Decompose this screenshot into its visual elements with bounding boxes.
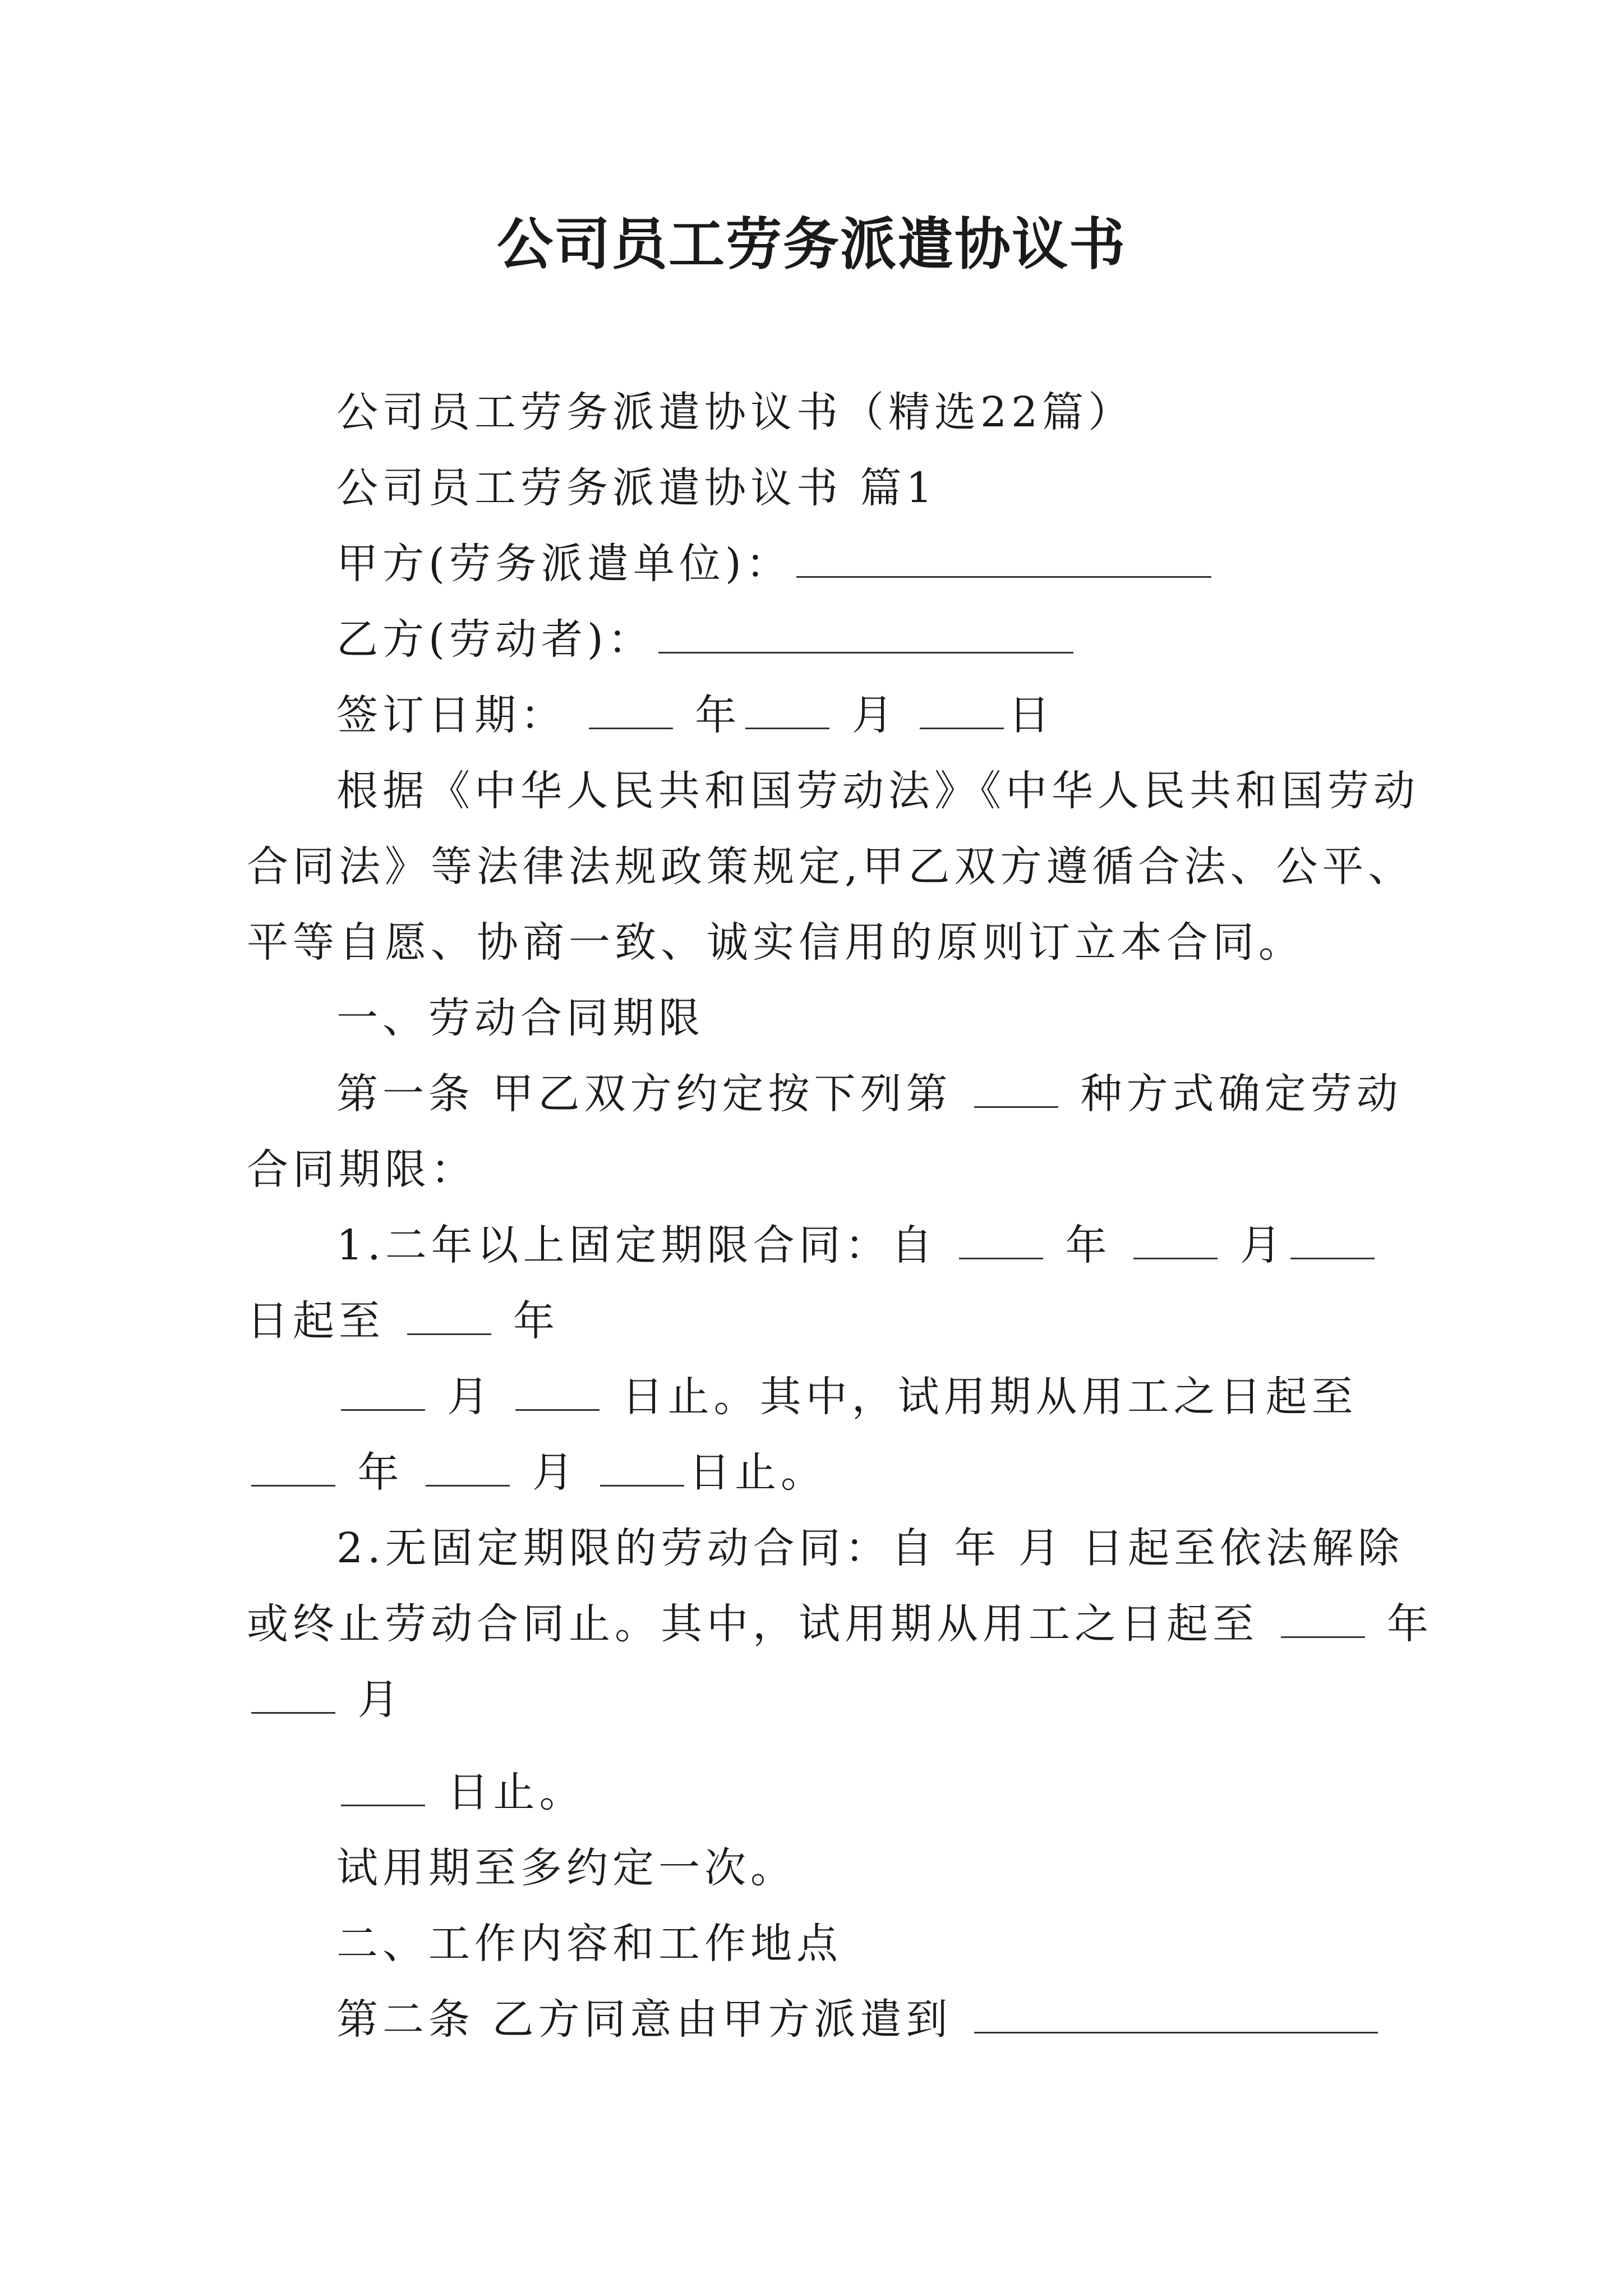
month-label: 月 <box>851 691 898 739</box>
year-label: 年 <box>1065 1221 1112 1269</box>
signing-date-label: 签订日期： <box>336 691 566 739</box>
month-blank <box>251 1677 335 1714</box>
day-blank <box>1290 1223 1375 1259</box>
paragraph-line: 根据《中华人民共和国劳动法》《中华人民共和国劳动 <box>336 767 1419 815</box>
month-label: 月 <box>357 1676 404 1724</box>
signing-date-line <box>336 687 1385 743</box>
clause-line <box>336 1369 1385 1425</box>
clause-line: 2.无固定期限的劳动合同：自 年 月 日起至依法解除 <box>336 1524 1404 1572</box>
clause-text: 日起至 <box>247 1297 385 1345</box>
year-label: 年 <box>513 1297 560 1345</box>
party-a-line <box>336 536 1385 592</box>
clause-line <box>336 1066 1403 1122</box>
month-blank <box>426 1450 510 1487</box>
section-heading: 二、工作内容和工作地点 <box>336 1920 842 1968</box>
paragraph-line: 合同法》等法律法规政策规定,甲乙双方遵循合法、公平、 <box>247 843 1414 891</box>
document-title: 公司员工劳务派遣协议书 <box>497 211 1126 277</box>
day-label: 日 <box>1008 691 1055 739</box>
section-heading-text: 公司员工劳务派遣协议书 篇1 <box>336 464 937 512</box>
day-blank <box>515 1374 600 1411</box>
clause-text: 第一条 甲乙双方约定按下列第 <box>336 1070 952 1118</box>
year-label: 年 <box>357 1448 404 1497</box>
party-b-blank <box>658 617 1073 654</box>
clause-line <box>336 1217 1385 1273</box>
clause-line <box>247 1444 1385 1501</box>
clause-line: 合同期限： <box>247 1145 477 1194</box>
clause-line <box>336 1991 1385 2047</box>
month-label: 月 <box>532 1448 578 1497</box>
year-blank <box>1281 1602 1365 1638</box>
clause-line <box>336 1764 1385 1820</box>
month-label: 月 <box>1239 1221 1286 1269</box>
clause-text: 种方式确定劳动 <box>1080 1070 1403 1118</box>
day-blank <box>341 1770 425 1806</box>
section-heading: 一、劳动合同期限 <box>336 994 704 1042</box>
clause-text: 日止。其中，试用期从用工之日起至 <box>621 1373 1358 1421</box>
clause-text: 1.二年以上固定期限合同：自 <box>336 1221 937 1269</box>
party-a-label: 甲方(劳务派遣单位)： <box>336 540 792 588</box>
party-a-blank <box>796 541 1211 578</box>
party-b-line <box>336 611 1385 668</box>
clause-line <box>247 1293 1385 1349</box>
month-blank <box>1133 1223 1218 1259</box>
day-blank <box>920 693 1004 729</box>
year-label: 年 <box>1387 1600 1433 1648</box>
month-blank <box>745 693 829 729</box>
workplace-blank <box>974 1997 1378 2033</box>
year-label: 年 <box>695 691 741 739</box>
year-blank <box>589 693 673 729</box>
paragraph-line: 平等自愿、协商一致、诚实信用的原则订立本合同。 <box>247 918 1304 967</box>
year-blank <box>251 1450 335 1487</box>
clause-text: 日止。 <box>447 1768 585 1816</box>
section-heading <box>336 460 1385 516</box>
party-b-label: 乙方(劳动者)： <box>336 615 654 664</box>
clause-line: 试用期至多约定一次。 <box>336 1844 796 1892</box>
clause-text: 第二条 乙方同意由甲方派遣到 <box>336 1995 952 2044</box>
subtitle-text: 公司员工劳务派遣协议书（精选22篇） <box>336 388 1135 436</box>
year-blank <box>959 1223 1043 1259</box>
method-blank <box>974 1071 1058 1108</box>
month-label: 月 <box>447 1373 494 1421</box>
clause-line <box>247 1672 1385 1728</box>
clause-text: 日止。 <box>689 1448 827 1497</box>
subtitle-line <box>336 384 1385 440</box>
clause-text: 或终止劳动合同止。其中，试用期从用工之日起至 <box>247 1600 1258 1648</box>
clause-line <box>247 1596 1433 1652</box>
year-blank <box>407 1299 491 1335</box>
month-blank <box>341 1374 425 1411</box>
day-blank <box>600 1450 684 1487</box>
